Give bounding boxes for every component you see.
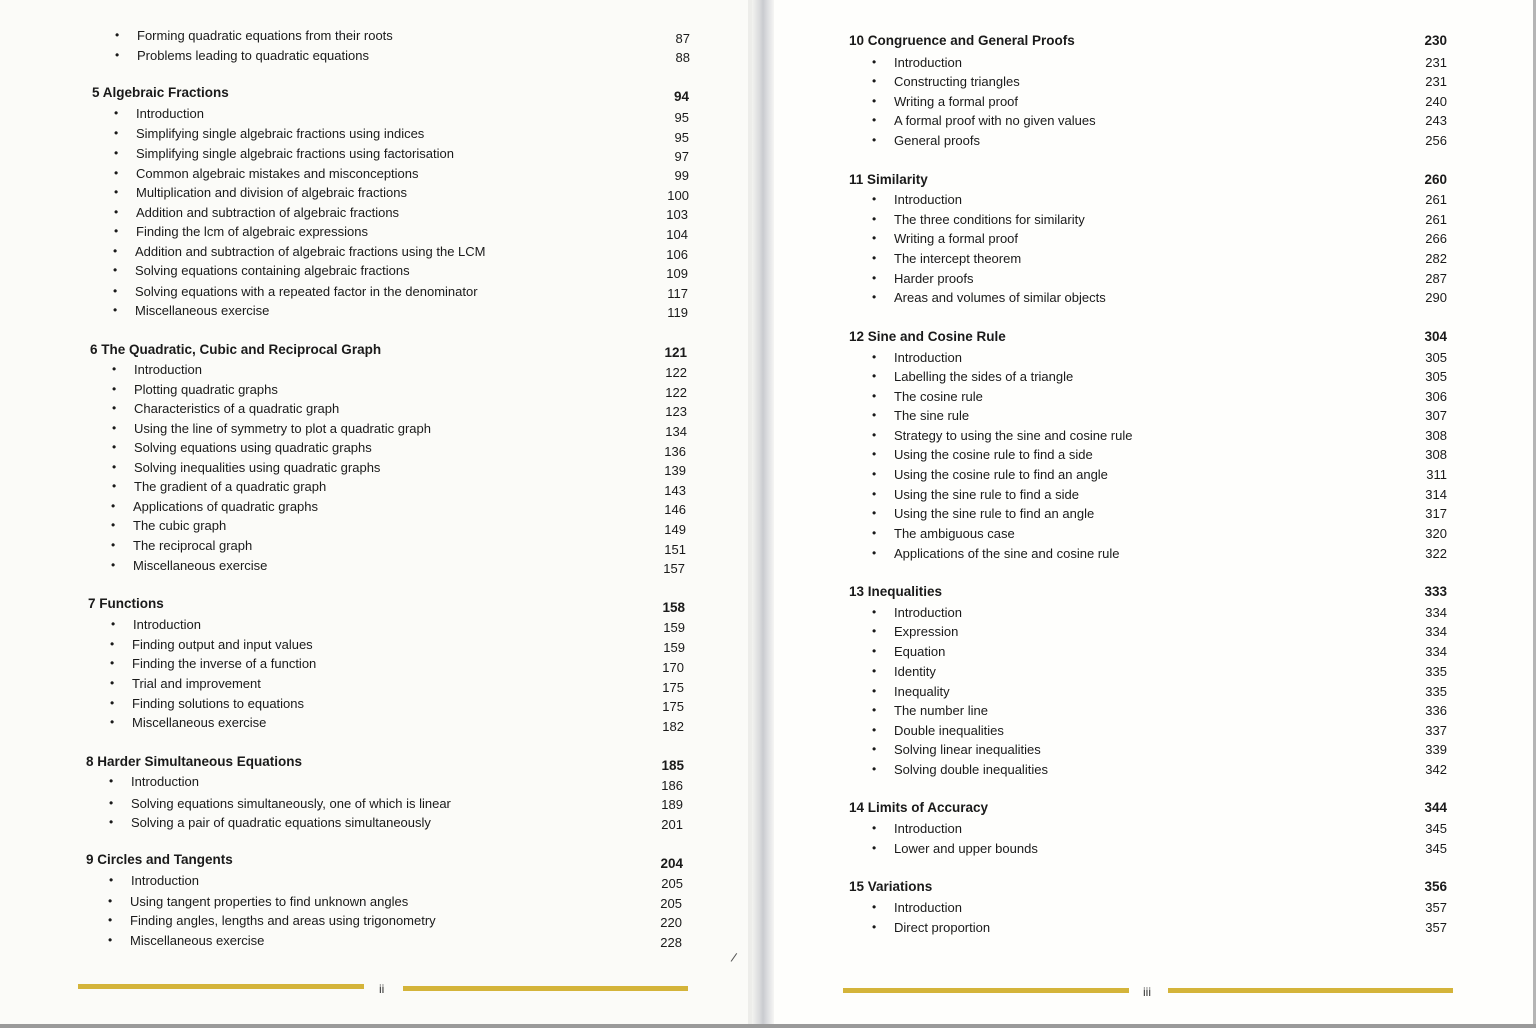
toc-page-number: 334 (1425, 624, 1447, 639)
toc-entry: • The gradient of a quadratic graph (134, 479, 326, 494)
toc-page-number: 345 (1425, 841, 1447, 856)
toc-entry: • Introduction (131, 873, 199, 888)
toc-entry: • Inequality (894, 684, 950, 699)
toc-entry: • Finding solutions to equations (132, 696, 304, 711)
toc-page-number: 88 (675, 50, 690, 65)
toc-entry: • The ambiguous case (894, 526, 1015, 541)
toc-entry: • Using tangent properties to find unknown angles (130, 894, 408, 909)
toc-page-number: 240 (1425, 94, 1447, 109)
toc-entry: • Labelling the sides of a triangle (894, 369, 1073, 384)
toc-page-number: 357 (1425, 920, 1447, 935)
toc-page-number: 100 (667, 188, 689, 203)
chapter-page-number: 185 (661, 758, 684, 773)
toc-page-number: 290 (1425, 290, 1447, 305)
toc-entry: • Identity (894, 664, 936, 679)
toc-entry: • Introduction (894, 350, 962, 365)
toc-entry: • The cosine rule (894, 389, 983, 404)
toc-entry: • Introduction (133, 617, 201, 632)
toc-entry: • Using the line of symmetry to plot a quadratic graph (134, 421, 431, 436)
toc-entry: • Areas and volumes of similar objects (894, 290, 1106, 305)
toc-entry: • Common algebraic mistakes and misconceptions (136, 166, 419, 181)
toc-entry: • Simplifying single algebraic fractions using factorisation (136, 146, 454, 161)
toc-page-number: 159 (663, 640, 685, 655)
toc-entry: • Finding output and input values (132, 637, 313, 652)
toc-page-number: 345 (1425, 821, 1447, 836)
chapter-title: 5 Algebraic Fractions (92, 85, 229, 100)
toc-entry: • Finding the inverse of a function (132, 656, 316, 671)
chapter-title: 14 Limits of Accuracy (849, 800, 989, 815)
toc-entry: • Introduction (894, 55, 962, 70)
toc-page-number: 231 (1425, 74, 1447, 89)
chapter-page-number: 158 (662, 600, 685, 615)
footer-bar-left-b (403, 986, 688, 991)
toc-page-number: 175 (662, 680, 684, 695)
chapter-title: 15 Variations (849, 879, 933, 894)
toc-page-number: 342 (1425, 762, 1447, 777)
toc-page-number: 305 (1425, 350, 1447, 365)
toc-page-number: 117 (667, 286, 688, 301)
toc-entry: • The reciprocal graph (133, 538, 252, 553)
toc-entry: • Using the cosine rule to find an angle (894, 467, 1108, 482)
footer-bar-right-a (843, 988, 1129, 993)
toc-entry: • Solving equations with a repeated factor in the denominator (135, 284, 478, 299)
toc-entry: • Lower and upper bounds (894, 841, 1038, 856)
chapter-page-number: 333 (1424, 584, 1447, 599)
toc-page-number: 337 (1425, 723, 1447, 738)
toc-page-number: 103 (666, 207, 688, 222)
toc-entry: • Finding the lcm of algebraic expressions (136, 224, 368, 239)
toc-entry: • Introduction (894, 605, 962, 620)
toc-page-number: 143 (664, 483, 686, 498)
toc-page-number: 95 (674, 130, 689, 145)
toc-page-number: 175 (662, 699, 684, 714)
toc-entry: • The sine rule (894, 408, 969, 423)
toc-page-number: 334 (1425, 644, 1447, 659)
toc-entry: • Solving equations simultaneously, one of which is linear (131, 796, 451, 811)
toc-page-number: 189 (661, 797, 683, 812)
chapter-title: 11 Similarity (849, 172, 928, 187)
toc-entry: • Equation (894, 644, 945, 659)
toc-entry: • Constructing triangles (894, 74, 1020, 89)
toc-page-number: 109 (666, 266, 688, 281)
toc-entry: • Solving linear inequalities (894, 742, 1041, 757)
toc-entry: • Using the cosine rule to find a side (894, 447, 1093, 462)
toc-entry: • Forming quadratic equations from their roots (137, 28, 393, 43)
toc-page-number: 336 (1425, 703, 1447, 718)
toc-page-number: 119 (667, 305, 688, 320)
toc-entry: • General proofs (894, 133, 980, 148)
toc-entry: • Problems leading to quadratic equations (137, 48, 369, 63)
toc-entry: • Miscellaneous exercise (135, 303, 269, 318)
toc-page-number: 149 (664, 522, 686, 537)
toc-entry: • Introduction (894, 192, 962, 207)
chapter-title: 13 Inequalities (849, 584, 943, 599)
toc-entry: • Writing a formal proof (894, 94, 1018, 109)
toc-entry: • Using the sine rule to find a side (894, 487, 1079, 502)
toc-page-number: 261 (1425, 192, 1447, 207)
chapter-title: 8 Harder Simultaneous Equations (86, 754, 303, 769)
toc-entry: • Introduction (131, 774, 199, 789)
chapter-page-number: 344 (1424, 800, 1447, 815)
toc-entry: • Miscellaneous exercise (133, 558, 267, 573)
toc-page-number: 306 (1425, 389, 1447, 404)
toc-page-number: 339 (1425, 742, 1447, 757)
toc-entry: • Expression (894, 624, 958, 639)
toc-entry: • Solving equations using quadratic graphs (134, 440, 372, 455)
chapter-title: 12 Sine and Cosine Rule (849, 329, 1006, 344)
toc-entry: • Introduction (136, 106, 204, 121)
toc-page-number: 320 (1425, 526, 1447, 541)
toc-entry: • A formal proof with no given values (894, 113, 1096, 128)
toc-page-number: 122 (665, 365, 687, 380)
toc-entry: • The intercept theorem (894, 251, 1021, 266)
chapter-page-number: 121 (664, 345, 687, 360)
chapter-page-number: 304 (1424, 329, 1447, 344)
toc-page-number: 123 (665, 404, 687, 419)
toc-entry: • Solving inequalities using quadratic graphs (134, 460, 380, 475)
chapter-title: 6 The Quadratic, Cubic and Reciprocal Graph (90, 342, 382, 357)
toc-page-number: 228 (660, 935, 682, 950)
toc-page-number: 231 (1425, 55, 1447, 70)
pen-mark: / (729, 949, 739, 966)
chapter-title: 9 Circles and Tangents (86, 852, 233, 867)
toc-entry: • Applications of the sine and cosine rule (894, 546, 1119, 561)
toc-page-number: 314 (1425, 487, 1447, 502)
chapter-page-number: 260 (1424, 172, 1447, 187)
toc-page-number: 311 (1426, 467, 1447, 482)
toc-page-number: 335 (1425, 684, 1447, 699)
chapter-page-number: 94 (673, 89, 689, 104)
toc-entry: • Using the sine rule to find an angle (894, 506, 1094, 521)
chapter-page-number: 204 (660, 856, 683, 871)
toc-page-number: 308 (1425, 447, 1447, 462)
toc-page-number: 136 (664, 444, 686, 459)
toc-page-number: 308 (1425, 428, 1447, 443)
toc-entry: • Addition and subtraction of algebraic fractions (136, 205, 399, 220)
folio-left: ii (379, 982, 385, 996)
toc-page-number: 99 (674, 168, 689, 183)
toc-page-number: 307 (1425, 408, 1447, 423)
toc-entry: • Writing a formal proof (894, 231, 1018, 246)
toc-entry: • Simplifying single algebraic fractions using indices (136, 126, 424, 141)
toc-page-number: 87 (675, 31, 690, 46)
toc-page-number: 322 (1425, 546, 1447, 561)
toc-entry: • Introduction (134, 362, 202, 377)
toc-entry: • Strategy to using the sine and cosine rule (894, 428, 1132, 443)
toc-page-number: 335 (1425, 664, 1447, 679)
footer-bar-left-a (78, 984, 364, 989)
toc-page-number: 317 (1425, 506, 1447, 521)
toc-entry: • Direct proportion (894, 920, 990, 935)
folio-right: iii (1143, 985, 1151, 999)
toc-entry: • Introduction (894, 900, 962, 915)
toc-entry: • Addition and subtraction of algebraic fractions using the LCM (135, 244, 485, 259)
toc-entry: • Trial and improvement (132, 676, 261, 691)
toc-page-number: 146 (664, 502, 686, 517)
toc-entry: • Solving a pair of quadratic equations simultaneously (131, 815, 431, 830)
toc-page-number: 220 (660, 915, 682, 930)
toc-page-number: 357 (1425, 900, 1447, 915)
toc-entry: • Miscellaneous exercise (132, 715, 266, 730)
footer-bar-right-b (1168, 988, 1453, 993)
chapter-page-number: 230 (1424, 33, 1447, 48)
toc-page-number: 97 (674, 149, 689, 164)
toc-page-number: 104 (666, 227, 688, 242)
toc-page-number: 95 (674, 110, 689, 125)
toc-entry: • Solving equations containing algebraic fractions (135, 263, 410, 278)
book-spine (752, 0, 774, 1028)
toc-page-number: 182 (662, 719, 684, 734)
toc-entry: • Introduction (894, 821, 962, 836)
toc-entry: • Plotting quadratic graphs (134, 382, 278, 397)
toc-entry: • Double inequalities (894, 723, 1004, 738)
toc-page-number: 205 (661, 876, 683, 891)
chapter-title: 7 Functions (88, 596, 164, 611)
toc-page-number: 151 (664, 542, 686, 557)
toc-entry: • The cubic graph (133, 518, 226, 533)
toc-entry: • Miscellaneous exercise (130, 933, 264, 948)
toc-entry: • Characteristics of a quadratic graph (134, 401, 339, 416)
toc-entry: • Solving double inequalities (894, 762, 1048, 777)
toc-entry: • Multiplication and division of algebraic fractions (136, 185, 407, 200)
toc-page-number: 287 (1425, 271, 1447, 286)
toc-entry: • Applications of quadratic graphs (133, 499, 318, 514)
toc-page-number: 282 (1425, 251, 1447, 266)
toc-page-number: 201 (661, 817, 683, 832)
toc-page-number: 305 (1425, 369, 1447, 384)
toc-entry: • The three conditions for similarity (894, 212, 1085, 227)
chapter-page-number: 356 (1424, 879, 1447, 894)
toc-page-number: 266 (1425, 231, 1447, 246)
toc-entry: • Harder proofs (894, 271, 973, 286)
toc-page-number: 243 (1425, 113, 1447, 128)
toc-page-number: 186 (661, 778, 683, 793)
toc-page-number: 134 (665, 424, 687, 439)
toc-page-number: 139 (664, 463, 686, 478)
toc-page-number: 122 (665, 385, 687, 400)
toc-page-number: 205 (660, 896, 682, 911)
toc-entry: • The number line (894, 703, 988, 718)
toc-entry: • Finding angles, lengths and areas using trigonometry (130, 913, 436, 928)
toc-page-number: 170 (662, 660, 684, 675)
chapter-title: 10 Congruence and General Proofs (849, 33, 1075, 48)
toc-page-number: 157 (663, 561, 685, 576)
toc-page-number: 261 (1425, 212, 1447, 227)
toc-page-number: 256 (1425, 133, 1447, 148)
toc-page-number: 334 (1425, 605, 1447, 620)
toc-page-number: 106 (666, 247, 688, 262)
toc-page-number: 159 (663, 620, 685, 635)
page-edge-bottom (0, 1024, 1536, 1028)
